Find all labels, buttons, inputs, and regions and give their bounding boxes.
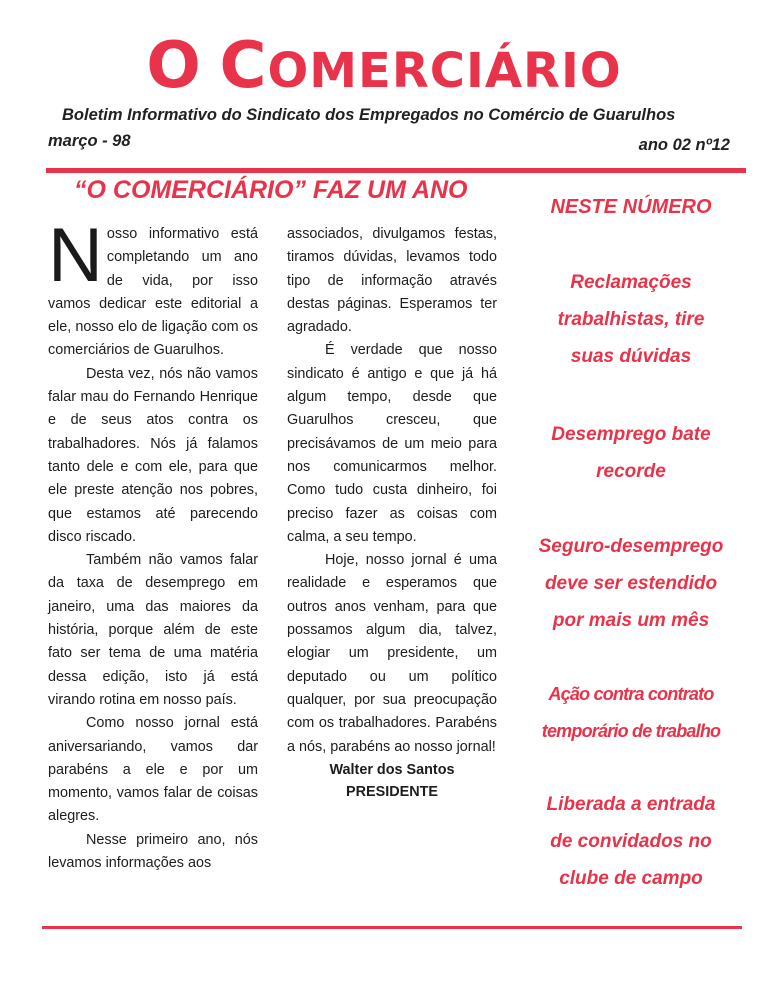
- drop-cap: N: [48, 213, 103, 298]
- subtitle: Boletim Informativo do Sindicato dos Empregados no Comércio de Guarulhos: [62, 106, 676, 124]
- article-column-2: [287, 223, 497, 803]
- signature-role: PRESIDENTE: [346, 783, 438, 800]
- sidebar-item-seguro-desemprego: [524, 528, 738, 639]
- paragraph: Hoje, nosso jornal é uma realidade e esperamos que outros anos venham, para que possamos algum dia, talvez, elogiar um presidente, um deputado ou um político qualquer, por sua preocupação com os trabalhadores. Parabéns a nós, parabéns ao nosso jornal!: [287, 552, 497, 755]
- sidebar-item-line: suas dúvidas: [570, 346, 692, 367]
- masthead-c: C: [219, 29, 268, 103]
- paragraph: associados, divulgamos festas, tiramos dúvidas, levamos todo tipo de informação através destas páginas. Esperamos ter agradado.: [287, 226, 497, 336]
- sidebar-item-line: Ação contra contrato: [548, 684, 714, 704]
- sidebar-title: NESTE NÚMERO: [550, 196, 712, 218]
- paragraph-text: osso informativo está completando um ano de vida, por isso vamos dedicar este editorial a ele, nosso elo de ligação com os comerciários de Guarulhos.: [48, 226, 258, 359]
- paragraph: [48, 213, 258, 363]
- sidebar-item-line: trabalhistas, tire: [557, 309, 705, 330]
- paragraph: Nesse primeiro ano, nós levamos informações aos: [48, 831, 258, 872]
- sidebar-item-line: Seguro-desemprego: [538, 536, 724, 557]
- sidebar-item-line: Reclamações: [570, 272, 692, 293]
- signature-name: Walter dos Santos: [329, 761, 455, 778]
- sidebar-item-convidados: [524, 786, 738, 897]
- sidebar-item-acao-contrato: [524, 676, 738, 750]
- masthead-title: [0, 26, 768, 111]
- sidebar-item-line: por mais um mês: [552, 610, 710, 631]
- sidebar-item-desemprego: [524, 416, 738, 490]
- article-column-1: [48, 213, 258, 875]
- sidebar-item-line: temporário de trabalho: [541, 721, 721, 741]
- article-headline: “O COMERCIÁRIO” FAZ UM ANO: [74, 176, 468, 204]
- sidebar-item-line: recorde: [596, 461, 666, 482]
- issue-date: março - 98: [48, 132, 131, 150]
- sidebar-item-line: clube de campo: [559, 868, 703, 889]
- paragraph: Desta vez, nós não vamos falar mau do Fernando Henrique e de seus atos contra os trabalhadores. Nós já falamos tanto dele e com ele, para que ele preste atenção nos pobres, que estamos até parecendo disco riscado.: [48, 365, 258, 545]
- masthead-o: O: [146, 29, 202, 103]
- bottom-divider: [42, 926, 742, 929]
- sidebar-item-line: de convidados no: [550, 831, 712, 852]
- top-divider: [46, 168, 746, 173]
- issue-number: ano 02 nº12: [638, 136, 730, 154]
- paragraph: É verdade que nosso sindicato é antigo e que já há algum tempo, desde que Guarulhos cresceu, que precisávamos de um meio para nos comunicarmos melhor. Como tudo custa dinheiro, foi preciso fazer as coisas com calma, a seu tempo.: [287, 342, 497, 545]
- masthead-omercirio: OMERCIÁRIO: [267, 43, 622, 99]
- sidebar-item-reclamacoes: [524, 264, 738, 375]
- sidebar-item-line: deve ser estendido: [544, 573, 718, 594]
- paragraph: Também não vamos falar da taxa de desemprego em janeiro, uma das maiores da história, porque além de este fato ser tema de uma matéria dessa edição, isto já está virando rotina em nosso país.: [48, 552, 258, 708]
- paragraph: Como nosso jornal está aniversariando, vamos dar parabéns a ele e por um momento, vamos falar de coisas alegres.: [48, 715, 258, 825]
- sidebar-item-line: Desemprego bate: [551, 424, 711, 445]
- sidebar-item-line: Liberada a entrada: [546, 794, 716, 815]
